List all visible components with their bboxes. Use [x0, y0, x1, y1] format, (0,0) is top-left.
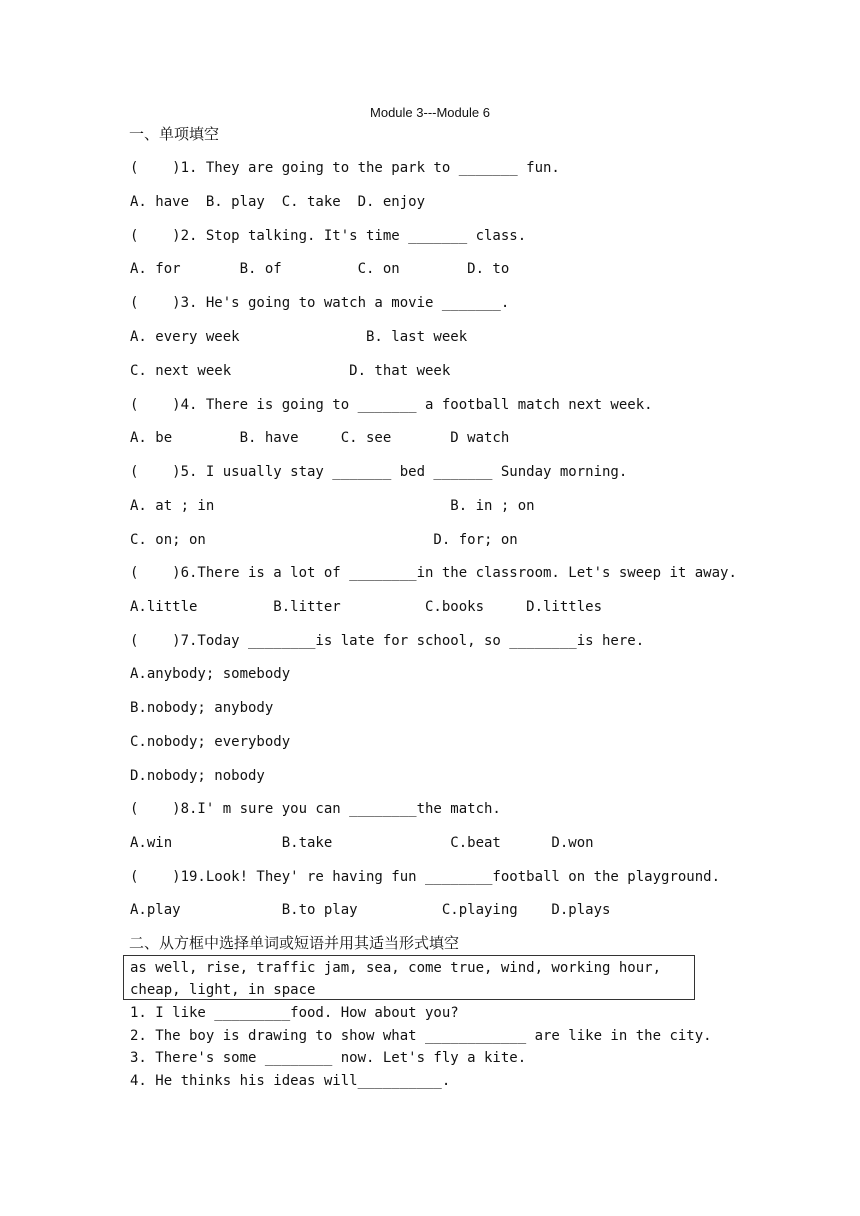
option-line: C. next week D. that week [130, 363, 451, 379]
question-line: ( )1. They are going to the park to _______ fun. [130, 160, 560, 176]
option-line: A. at ; in B. in ; on [130, 498, 535, 514]
page-title: Module 3---Module 6 [370, 105, 490, 120]
question-line: ( )2. Stop talking. It's time _______ class. [130, 228, 527, 244]
option-line: A. for B. of C. on D. to [130, 261, 510, 277]
section-2-heading: 二、从方框中选择单词或短语并用其适当形式填空 [129, 934, 460, 952]
question-line: ( )7.Today ________is late for school, so ________is here. [130, 633, 645, 649]
word-box [123, 955, 695, 1000]
option-line: A. be B. have C. see D watch [130, 430, 510, 446]
fill-in-question: 3. There's some ________ now. Let's fly a kite. [130, 1050, 527, 1066]
question-line: ( )19.Look! They' re having fun ________football on the playground. [130, 869, 721, 885]
option-line: C.nobody; everybody [130, 734, 291, 750]
option-line: A.win B.take C.beat D.won [130, 835, 594, 851]
option-line: A.little B.litter C.books D.littles [130, 599, 603, 615]
fill-in-question: 1. I like _________food. How about you? [130, 1005, 459, 1021]
question-line: ( )8.I' m sure you can ________the match. [130, 801, 501, 817]
fill-in-question: 4. He thinks his ideas will__________. [130, 1073, 451, 1089]
option-line: D.nobody; nobody [130, 768, 265, 784]
question-line: ( )4. There is going to _______ a football match next week. [130, 397, 653, 413]
question-line: ( )5. I usually stay _______ bed _______ Sunday morning. [130, 464, 628, 480]
fill-in-question: 2. The boy is drawing to show what ____________ are like in the city. [130, 1028, 712, 1044]
option-line: A.play B.to play C.playing D.plays [130, 902, 611, 918]
word-box-line: as well, rise, traffic jam, sea, come true, wind, working hour, [130, 960, 662, 976]
question-line: ( )3. He's going to watch a movie _______. [130, 295, 510, 311]
question-line: ( )6.There is a lot of ________in the classroom. Let's sweep it away. [130, 565, 737, 581]
option-line: A.anybody; somebody [130, 666, 291, 682]
option-line: A. every week B. last week [130, 329, 468, 345]
option-line: C. on; on D. for; on [130, 532, 518, 548]
option-line: A. have B. play C. take D. enjoy [130, 194, 426, 210]
section-1-heading: 一、单项填空 [129, 125, 220, 143]
option-line: B.nobody; anybody [130, 700, 274, 716]
word-box-line: cheap, light, in space [130, 982, 316, 998]
